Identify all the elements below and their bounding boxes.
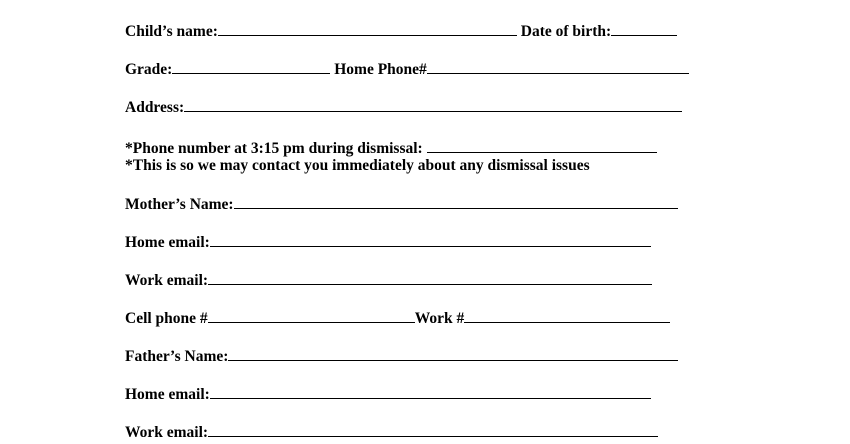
grade-label: Grade: — [125, 61, 173, 78]
mother-home-email-label: Home email: — [125, 234, 210, 251]
dob-field[interactable] — [611, 22, 677, 36]
mother-name-label: Mother’s Name: — [125, 196, 234, 213]
work-phone-label: Work # — [414, 310, 465, 327]
row-dismissal-phone — [125, 139, 657, 158]
grade-field[interactable] — [172, 60, 330, 74]
home-phone-label: Home Phone# — [334, 61, 427, 78]
father-home-email-field[interactable] — [210, 385, 651, 399]
row-father-work-email — [125, 423, 658, 442]
row-dismissal-note — [125, 157, 590, 175]
father-name-field[interactable] — [228, 347, 678, 361]
child-name-field[interactable] — [218, 22, 517, 36]
row-mother-work-email — [125, 271, 652, 290]
cell-phone-label: Cell phone # — [125, 310, 208, 327]
row-mother-phones — [125, 309, 670, 328]
father-work-email-field[interactable] — [208, 423, 658, 437]
child-name-label: Child’s name: — [125, 23, 218, 40]
dismissal-phone-label: *Phone number at 3:15 pm during dismissal: — [125, 140, 423, 157]
address-label: Address: — [125, 99, 185, 116]
work-phone-field[interactable] — [464, 309, 670, 323]
dismissal-note: *This is so we may contact you immediately about any dismissal issues — [125, 157, 590, 174]
row-father-home-email — [125, 385, 651, 404]
mother-name-field[interactable] — [234, 195, 678, 209]
father-work-email-label: Work email: — [125, 424, 209, 441]
mother-work-email-field[interactable] — [208, 271, 652, 285]
mother-home-email-field[interactable] — [210, 233, 651, 247]
father-name-label: Father’s Name: — [125, 348, 229, 365]
mother-work-email-label: Work email: — [125, 272, 209, 289]
row-mother-home-email — [125, 233, 651, 252]
cell-phone-field[interactable] — [208, 309, 415, 323]
row-child-name — [125, 22, 677, 41]
address-field[interactable] — [184, 98, 682, 112]
row-mother-name — [125, 195, 678, 214]
home-phone-field[interactable] — [427, 60, 689, 74]
dismissal-phone-field[interactable] — [427, 139, 657, 153]
father-home-email-label: Home email: — [125, 386, 210, 403]
row-address — [125, 98, 682, 117]
row-grade — [125, 60, 689, 79]
dob-label: Date of birth: — [520, 23, 612, 40]
row-father-name — [125, 347, 678, 366]
